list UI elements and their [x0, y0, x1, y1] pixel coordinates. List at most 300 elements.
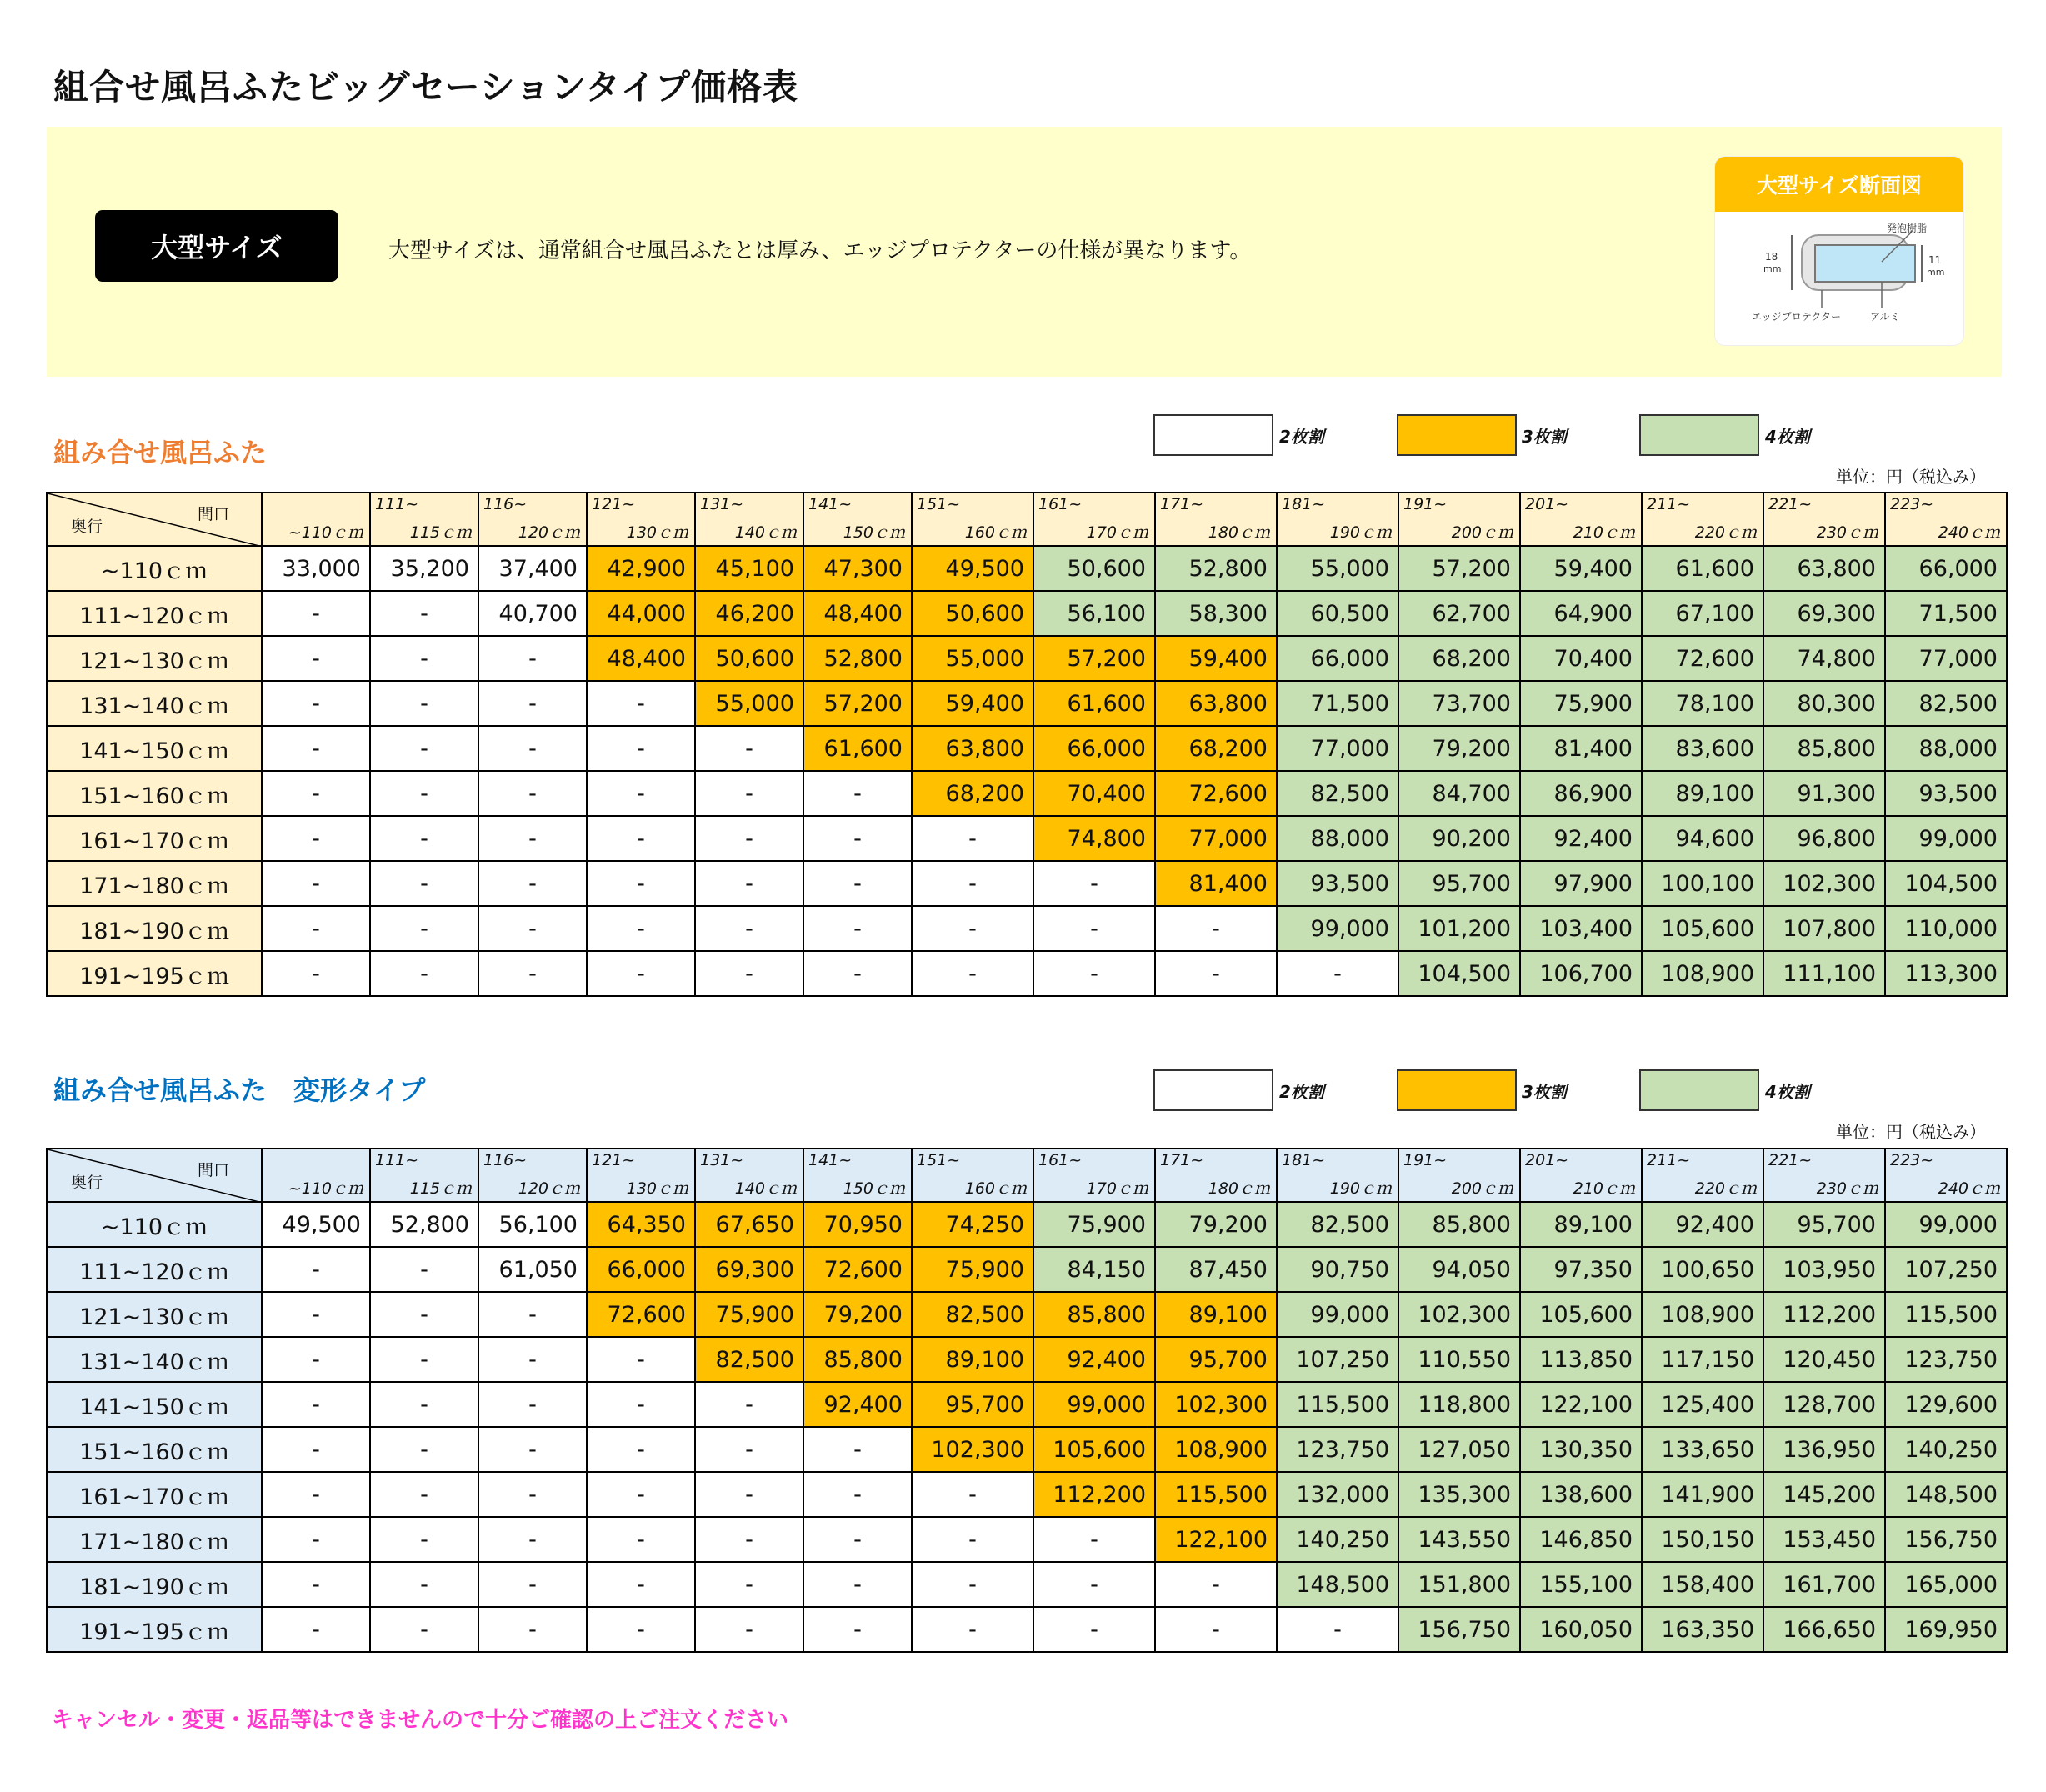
price-cell: 153,450: [1763, 1517, 1885, 1562]
price-cell: -: [370, 1337, 478, 1382]
price-cell: 120,450: [1763, 1337, 1885, 1382]
column-header-to: 210ｃｍ: [1573, 1179, 1635, 1198]
price-cell: 66,000: [1885, 546, 2007, 591]
price-cell: 156,750: [1885, 1517, 2007, 1562]
price-cell: 166,650: [1763, 1607, 1885, 1652]
price-cell: 108,900: [1155, 1427, 1277, 1472]
column-header: [1520, 493, 1642, 546]
price-cell: 46,200: [695, 591, 803, 636]
price-cell: 151,800: [1398, 1562, 1520, 1607]
column-header: [1885, 1149, 2007, 1202]
price-cell: 68,200: [912, 771, 1033, 816]
table-row: [47, 1292, 2007, 1337]
price-cell: 150,150: [1642, 1517, 1763, 1562]
price-cell: -: [478, 816, 587, 861]
price-cell: -: [803, 1427, 912, 1472]
table-row: [47, 771, 2007, 816]
price-cell: -: [370, 591, 478, 636]
price-cell: -: [262, 726, 370, 771]
price-cell: 100,650: [1642, 1247, 1763, 1292]
price-cell: 52,800: [1155, 546, 1277, 591]
column-header-to: 180ｃｍ: [1208, 523, 1270, 542]
price-cell: -: [262, 1562, 370, 1607]
corner-header: [47, 1149, 262, 1202]
price-cell: 160,050: [1520, 1607, 1642, 1652]
column-header-to: 115ｃｍ: [409, 1179, 472, 1198]
column-header: [1398, 493, 1520, 546]
price-cell: 99,000: [1885, 816, 2007, 861]
price-cell: -: [370, 771, 478, 816]
price-cell: 89,100: [1155, 1292, 1277, 1337]
price-cell: -: [695, 1472, 803, 1517]
price-cell: -: [695, 1607, 803, 1652]
column-header: [1885, 493, 2007, 546]
legend-3-swatch: [1397, 1069, 1517, 1111]
price-cell: -: [478, 1562, 587, 1607]
column-header-from: 111~: [375, 1151, 419, 1169]
price-cell: 105,600: [1033, 1427, 1155, 1472]
column-header-from: 131~: [700, 1151, 744, 1169]
column-header: [1398, 1149, 1520, 1202]
price-cell: 102,300: [1763, 861, 1885, 906]
price-cell: 80,300: [1763, 681, 1885, 726]
footer-note: キャンセル・変更・返品等はできませんので十分ご確認の上ご注文ください: [52, 1708, 789, 1733]
price-cell: 44,000: [587, 591, 695, 636]
column-header-to: ~110ｃｍ: [288, 1179, 363, 1198]
column-header-to: 230ｃｍ: [1816, 1179, 1878, 1198]
column-header-to: 190ｃｍ: [1329, 1179, 1392, 1198]
corner-width-label: 間口: [197, 1161, 229, 1179]
price-cell: 77,000: [1885, 636, 2007, 681]
price-cell: 68,200: [1155, 726, 1277, 771]
row-header: 181~190ｃｍ: [47, 906, 262, 951]
price-cell: 104,500: [1885, 861, 2007, 906]
price-cell: -: [1033, 951, 1155, 996]
price-cell: 79,200: [1155, 1202, 1277, 1247]
table-row: [47, 816, 2007, 861]
price-cell: 70,400: [1520, 636, 1642, 681]
price-cell: 57,200: [1398, 546, 1520, 591]
column-header-from: 151~: [917, 495, 961, 513]
price-cell: 92,400: [1520, 816, 1642, 861]
price-cell: 60,500: [1277, 591, 1398, 636]
price-cell: 110,550: [1398, 1337, 1520, 1382]
price-cell: 115,500: [1277, 1382, 1398, 1427]
price-cell: 55,000: [1277, 546, 1398, 591]
price-cell: 52,800: [370, 1202, 478, 1247]
price-cell: -: [803, 906, 912, 951]
price-cell: 127,050: [1398, 1427, 1520, 1472]
price-cell: 50,600: [912, 591, 1033, 636]
price-cell: 85,800: [1398, 1202, 1520, 1247]
price-cell: -: [587, 906, 695, 951]
price-cell: -: [262, 1337, 370, 1382]
price-cell: 92,400: [803, 1382, 912, 1427]
price-cell: 50,600: [695, 636, 803, 681]
price-cell: 72,600: [1642, 636, 1763, 681]
column-header-from: 121~: [592, 495, 636, 513]
column-header: [803, 493, 912, 546]
price-cell: -: [695, 1427, 803, 1472]
price-cell: -: [370, 906, 478, 951]
price-cell: 112,200: [1763, 1292, 1885, 1337]
column-header: [1155, 493, 1277, 546]
column-header: [1642, 493, 1763, 546]
label-alumi: アルミ: [1870, 311, 1900, 323]
table-row: [47, 1472, 2007, 1517]
price-cell: 63,800: [912, 726, 1033, 771]
price-cell: 75,900: [695, 1292, 803, 1337]
price-cell: 145,200: [1763, 1472, 1885, 1517]
price-cell: -: [803, 816, 912, 861]
column-header-to: 200ｃｍ: [1451, 523, 1513, 542]
price-cell: 59,400: [1155, 636, 1277, 681]
price-cell: 66,000: [587, 1247, 695, 1292]
price-cell: 108,900: [1642, 1292, 1763, 1337]
row-header: 171~180ｃｍ: [47, 1517, 262, 1562]
price-cell: 62,700: [1398, 591, 1520, 636]
price-cell: -: [478, 951, 587, 996]
price-cell: -: [262, 1382, 370, 1427]
price-cell: 128,700: [1763, 1382, 1885, 1427]
price-cell: -: [587, 1517, 695, 1562]
column-header: [1763, 493, 1885, 546]
table-row: [47, 1517, 2007, 1562]
row-header: 161~170ｃｍ: [47, 1472, 262, 1517]
column-header: [478, 1149, 587, 1202]
row-header: 181~190ｃｍ: [47, 1562, 262, 1607]
price-cell: 100,100: [1642, 861, 1763, 906]
price-cell: -: [587, 1472, 695, 1517]
price-cell: -: [803, 1517, 912, 1562]
column-header-from: 181~: [1282, 495, 1326, 513]
column-header: [695, 1149, 803, 1202]
price-cell: -: [803, 1607, 912, 1652]
column-header-from: 171~: [1160, 495, 1204, 513]
column-header: [478, 493, 587, 546]
price-cell: 72,600: [803, 1247, 912, 1292]
price-cell: 110,000: [1885, 906, 2007, 951]
column-header-from: 191~: [1403, 495, 1448, 513]
price-cell: -: [587, 861, 695, 906]
price-cell: 130,350: [1520, 1427, 1642, 1472]
price-cell: 87,450: [1155, 1247, 1277, 1292]
price-cell: -: [478, 1607, 587, 1652]
column-header-to: 120ｃｍ: [518, 1179, 580, 1198]
price-cell: 143,550: [1398, 1517, 1520, 1562]
price-cell: 48,400: [587, 636, 695, 681]
price-cell: -: [262, 906, 370, 951]
price-cell: 95,700: [1398, 861, 1520, 906]
price-cell: 107,800: [1763, 906, 1885, 951]
column-header-from: 116~: [483, 1151, 528, 1169]
price-cell: 59,400: [912, 681, 1033, 726]
column-header-to: 160ｃｍ: [964, 523, 1027, 542]
price-cell: 45,100: [695, 546, 803, 591]
price-cell: -: [803, 771, 912, 816]
price-cell: -: [912, 951, 1033, 996]
price-cell: -: [478, 726, 587, 771]
column-header: [370, 1149, 478, 1202]
price-cell: 47,300: [803, 546, 912, 591]
price-cell: -: [912, 1472, 1033, 1517]
price-cell: 169,950: [1885, 1607, 2007, 1652]
column-header-to: 170ｃｍ: [1086, 1179, 1148, 1198]
column-header: [912, 493, 1033, 546]
section2-title: 組み合せ風呂ふた 変形タイプ: [53, 1074, 426, 1106]
price-cell: -: [1155, 951, 1277, 996]
price-cell: -: [262, 636, 370, 681]
price-cell: -: [262, 591, 370, 636]
price-cell: 58,300: [1155, 591, 1277, 636]
price-cell: 70,950: [803, 1202, 912, 1247]
column-header-to: 170ｃｍ: [1086, 523, 1148, 542]
price-cell: 102,300: [1155, 1382, 1277, 1427]
price-cell: 113,300: [1885, 951, 2007, 996]
price-cell: 73,700: [1398, 681, 1520, 726]
row-header: 151~160ｃｍ: [47, 771, 262, 816]
price-cell: 102,300: [1398, 1292, 1520, 1337]
price-cell: 67,650: [695, 1202, 803, 1247]
price-cell: 108,900: [1642, 951, 1763, 996]
column-header: [1155, 1149, 1277, 1202]
price-cell: 49,500: [912, 546, 1033, 591]
price-cell: 59,400: [1520, 546, 1642, 591]
price-cell: -: [912, 1562, 1033, 1607]
price-cell: 88,000: [1277, 816, 1398, 861]
column-header-to: 140ｃｍ: [734, 1179, 797, 1198]
corner-depth-label: 奥行: [71, 518, 103, 536]
price-cell: 88,000: [1885, 726, 2007, 771]
column-header: [695, 493, 803, 546]
row-header: 191~195ｃｍ: [47, 1607, 262, 1652]
price-cell: 37,400: [478, 546, 587, 591]
price-cell: 146,850: [1520, 1517, 1642, 1562]
column-header-from: 223~: [1890, 495, 1934, 513]
price-cell: 71,500: [1277, 681, 1398, 726]
price-cell: 148,500: [1277, 1562, 1398, 1607]
legend-4-swatch: [1639, 414, 1759, 456]
price-cell: -: [1033, 1562, 1155, 1607]
table-row: [47, 906, 2007, 951]
price-cell: 67,100: [1642, 591, 1763, 636]
price-cell: -: [695, 1517, 803, 1562]
price-cell: 118,800: [1398, 1382, 1520, 1427]
label-edge: エッジプロテクター: [1752, 311, 1842, 323]
column-header: [262, 493, 370, 546]
column-header: [912, 1149, 1033, 1202]
price-cell: -: [370, 861, 478, 906]
row-header: 141~150ｃｍ: [47, 1382, 262, 1427]
table-row: [47, 951, 2007, 996]
price-cell: -: [695, 951, 803, 996]
column-header-from: 211~: [1647, 495, 1691, 513]
price-cell: 74,800: [1763, 636, 1885, 681]
cross-section-diagram: [1715, 157, 1963, 345]
legend-4-label: 4枚割: [1765, 1082, 1810, 1102]
price-cell: 129,600: [1885, 1382, 2007, 1427]
price-cell: 71,500: [1885, 591, 2007, 636]
price-cell: 63,800: [1155, 681, 1277, 726]
column-header-to: 180ｃｍ: [1208, 1179, 1270, 1198]
price-cell: 64,350: [587, 1202, 695, 1247]
column-header-to: 115ｃｍ: [409, 523, 472, 542]
price-cell: -: [262, 1607, 370, 1652]
price-cell: 81,400: [1155, 861, 1277, 906]
price-cell: 97,900: [1520, 861, 1642, 906]
price-cell: -: [262, 1472, 370, 1517]
column-header-from: 161~: [1038, 495, 1083, 513]
column-header-from: 171~: [1160, 1151, 1204, 1169]
table-row: [47, 726, 2007, 771]
price-cell: -: [370, 951, 478, 996]
price-cell: -: [695, 1382, 803, 1427]
price-cell: 79,200: [1398, 726, 1520, 771]
price-cell: 69,300: [695, 1247, 803, 1292]
price-cell: -: [478, 861, 587, 906]
price-cell: -: [695, 906, 803, 951]
price-cell: 135,300: [1398, 1472, 1520, 1517]
column-header-from: 201~: [1525, 1151, 1569, 1169]
row-header: 121~130ｃｍ: [47, 1292, 262, 1337]
column-header-to: 210ｃｍ: [1573, 523, 1635, 542]
price-cell: 148,500: [1885, 1472, 2007, 1517]
column-header-to: 130ｃｍ: [626, 1179, 688, 1198]
price-cell: 163,350: [1642, 1607, 1763, 1652]
row-header: 111~120ｃｍ: [47, 1247, 262, 1292]
column-header-to: 150ｃｍ: [843, 523, 905, 542]
price-cell: 69,300: [1763, 591, 1885, 636]
column-header: [1520, 1149, 1642, 1202]
price-cell: 74,800: [1033, 816, 1155, 861]
price-table-standard: [46, 492, 2008, 997]
price-cell: 57,200: [803, 681, 912, 726]
banner-description: 大型サイズは、通常組合せ風呂ふたとは厚み、エッジプロテクターの仕様が異なります。: [388, 238, 1252, 263]
table-row: [47, 1382, 2007, 1427]
table-row: [47, 1607, 2007, 1652]
label-18-mm: mm: [1763, 263, 1782, 274]
price-cell: 75,900: [912, 1247, 1033, 1292]
price-cell: 133,650: [1642, 1427, 1763, 1472]
price-cell: 56,100: [478, 1202, 587, 1247]
price-cell: -: [370, 816, 478, 861]
price-cell: -: [912, 1517, 1033, 1562]
price-cell: -: [478, 1292, 587, 1337]
price-cell: 40,700: [478, 591, 587, 636]
price-cell: -: [370, 681, 478, 726]
price-cell: -: [478, 771, 587, 816]
price-cell: 94,050: [1398, 1247, 1520, 1292]
label-11: 11: [1928, 254, 1942, 266]
price-cell: 89,100: [1642, 771, 1763, 816]
header-row: [47, 493, 2007, 546]
price-cell: 74,250: [912, 1202, 1033, 1247]
price-cell: 93,500: [1885, 771, 2007, 816]
column-header-to: 240ｃｍ: [1938, 1179, 2000, 1198]
price-cell: -: [803, 1472, 912, 1517]
price-cell: -: [695, 1562, 803, 1607]
column-header-from: 131~: [700, 495, 744, 513]
price-cell: -: [370, 1247, 478, 1292]
price-cell: -: [262, 681, 370, 726]
price-cell: -: [912, 816, 1033, 861]
column-header-to: 200ｃｍ: [1451, 1179, 1513, 1198]
unit-note-2: 単位：円（税込み）: [1836, 1122, 1986, 1142]
table-row: [47, 1247, 2007, 1292]
price-cell: -: [587, 1607, 695, 1652]
price-cell: -: [262, 816, 370, 861]
price-cell: -: [262, 1517, 370, 1562]
price-cell: 61,600: [1642, 546, 1763, 591]
column-header-from: 221~: [1768, 495, 1813, 513]
price-cell: 97,350: [1520, 1247, 1642, 1292]
price-cell: -: [695, 726, 803, 771]
price-cell: -: [587, 771, 695, 816]
price-cell: 107,250: [1885, 1247, 2007, 1292]
price-cell: 82,500: [695, 1337, 803, 1382]
price-cell: 55,000: [695, 681, 803, 726]
column-header: [803, 1149, 912, 1202]
price-cell: 105,600: [1642, 906, 1763, 951]
price-cell: 66,000: [1033, 726, 1155, 771]
price-cell: -: [695, 861, 803, 906]
row-header: 121~130ｃｍ: [47, 636, 262, 681]
price-cell: 155,100: [1520, 1562, 1642, 1607]
price-cell: 95,700: [1155, 1337, 1277, 1382]
column-header: [1763, 1149, 1885, 1202]
row-header: 161~170ｃｍ: [47, 816, 262, 861]
price-cell: 92,400: [1033, 1337, 1155, 1382]
corner-depth-label: 奥行: [71, 1174, 103, 1192]
legend-2-swatch: [1153, 414, 1273, 456]
column-header-to: 130ｃｍ: [626, 523, 688, 542]
price-cell: -: [803, 1562, 912, 1607]
price-cell: 49,500: [262, 1202, 370, 1247]
column-header-to: 190ｃｍ: [1329, 523, 1392, 542]
price-cell: 105,600: [1520, 1292, 1642, 1337]
table-row: [47, 1427, 2007, 1472]
price-cell: 141,900: [1642, 1472, 1763, 1517]
legend-4-swatch: [1639, 1069, 1759, 1111]
price-cell: 99,000: [1277, 906, 1398, 951]
price-cell: 115,500: [1885, 1292, 2007, 1337]
column-header-from: 221~: [1768, 1151, 1813, 1169]
price-cell: 111,100: [1763, 951, 1885, 996]
table-row: [47, 1202, 2007, 1247]
column-header-to: 220ｃｍ: [1694, 523, 1757, 542]
price-cell: 61,050: [478, 1247, 587, 1292]
corner-header: [47, 493, 262, 546]
price-cell: 85,800: [803, 1337, 912, 1382]
price-cell: 92,400: [1642, 1202, 1763, 1247]
price-cell: 132,000: [1277, 1472, 1398, 1517]
label-11-mm: mm: [1927, 267, 1945, 278]
column-header-from: 201~: [1525, 495, 1569, 513]
price-cell: 90,200: [1398, 816, 1520, 861]
price-cell: -: [370, 1427, 478, 1472]
price-cell: 96,800: [1763, 816, 1885, 861]
price-cell: -: [1033, 1517, 1155, 1562]
row-header: 141~150ｃｍ: [47, 726, 262, 771]
column-header-from: 223~: [1890, 1151, 1934, 1169]
price-cell: -: [587, 1427, 695, 1472]
price-cell: 48,400: [803, 591, 912, 636]
column-header-to: 120ｃｍ: [518, 523, 580, 542]
price-cell: -: [587, 726, 695, 771]
price-cell: 55,000: [912, 636, 1033, 681]
price-cell: 158,400: [1642, 1562, 1763, 1607]
column-header-from: 121~: [592, 1151, 636, 1169]
